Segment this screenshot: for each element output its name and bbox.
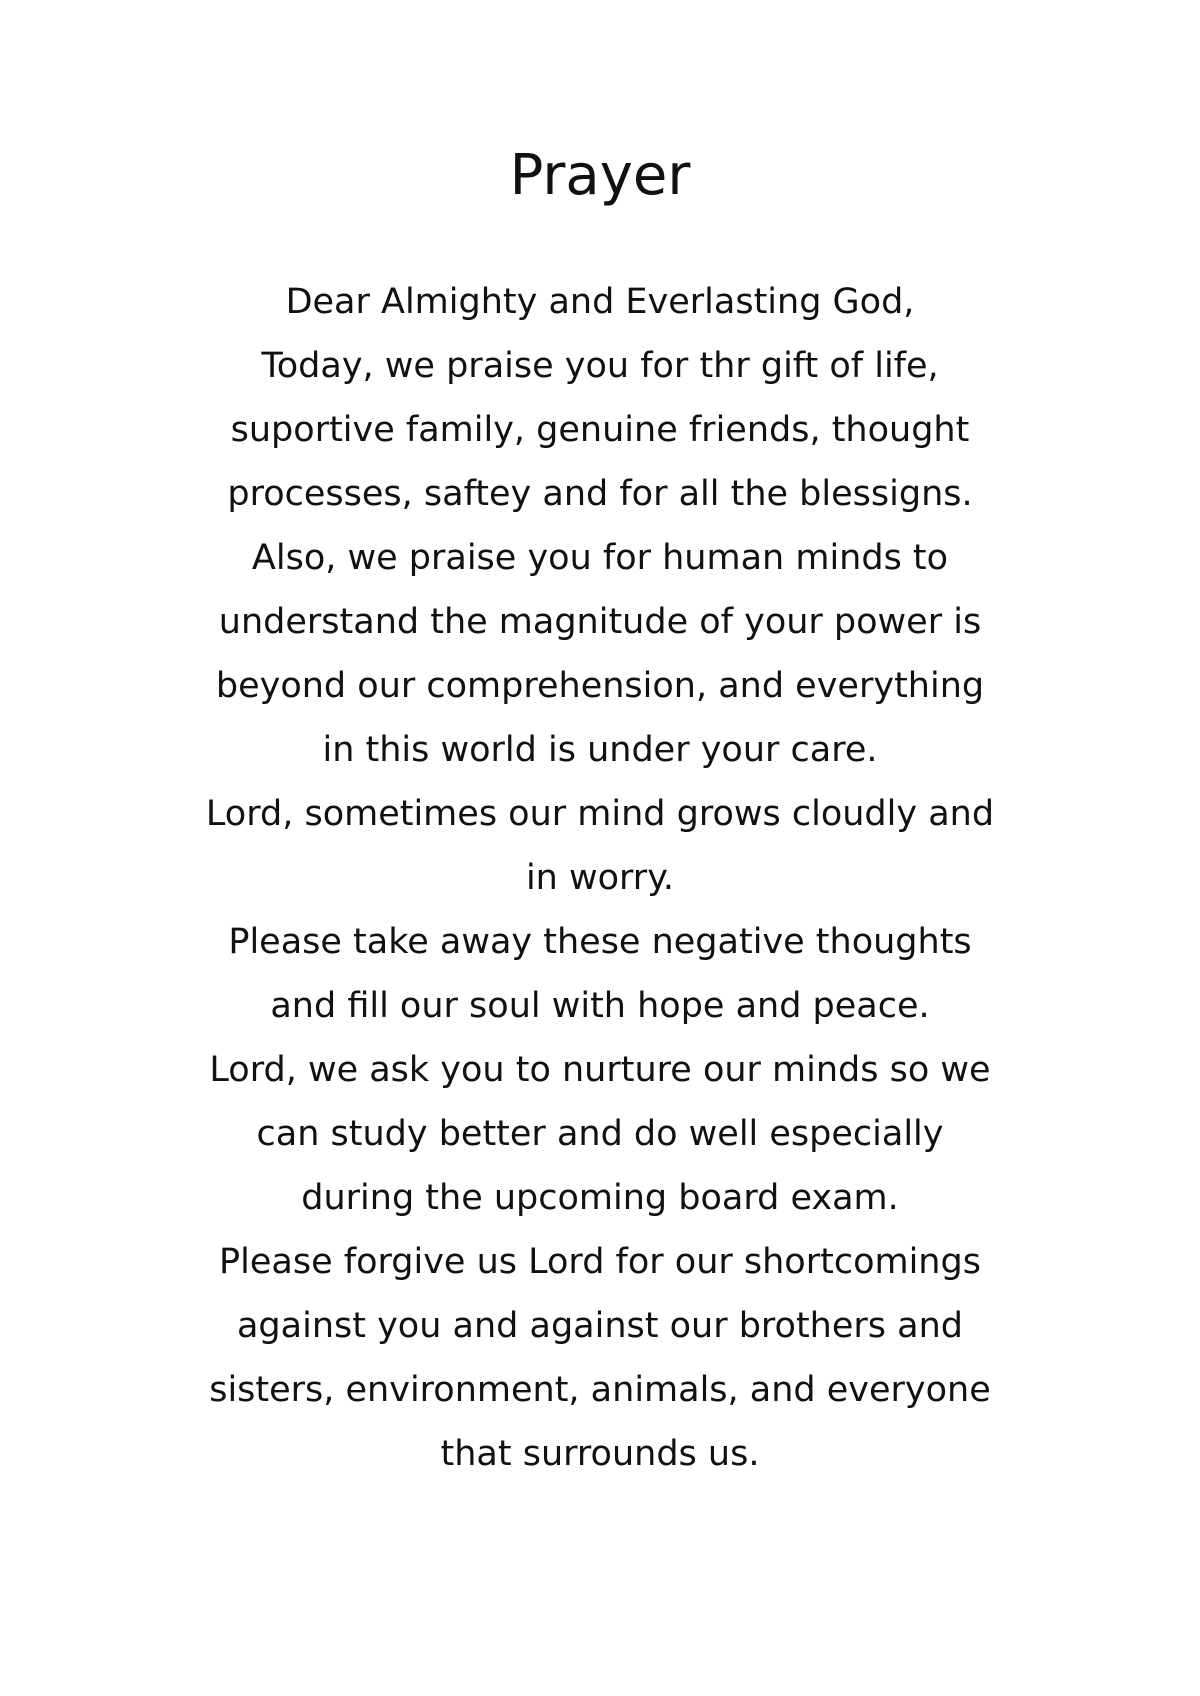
prayer-line: Please forgive us Lord for our shortcomings bbox=[219, 1242, 981, 1282]
prayer-line: sisters, environment, animals, and everyone bbox=[209, 1370, 991, 1410]
prayer-line: against you and against our brothers and bbox=[236, 1306, 963, 1346]
document-title: Prayer bbox=[509, 143, 691, 208]
prayer-line: understand the magnitude of your power is bbox=[218, 602, 982, 642]
prayer-line: suportive family, genuine friends, thought bbox=[230, 410, 970, 450]
prayer-line: Today, we praise you for thr gift of life, bbox=[261, 346, 939, 386]
prayer-line: Lord, sometimes our mind grows cloudly and bbox=[205, 794, 995, 834]
prayer-line: in this world is under your care. bbox=[322, 730, 878, 770]
prayer-line: that surrounds us. bbox=[440, 1434, 760, 1474]
prayer-line: Dear Almighty and Everlasting God, bbox=[285, 282, 915, 322]
prayer-body bbox=[100, 270, 1100, 1486]
prayer-line: Also, we praise you for human minds to bbox=[251, 538, 949, 578]
prayer-line: can study better and do well especially bbox=[256, 1114, 944, 1154]
prayer-line: processes, saftey and for all the blessigns. bbox=[227, 474, 973, 514]
prayer-line: beyond our comprehension, and everything bbox=[215, 666, 985, 706]
prayer-line: and fill our soul with hope and peace. bbox=[270, 986, 930, 1026]
prayer-line: Lord, we ask you to nurture our minds so we bbox=[209, 1050, 991, 1090]
prayer-line: in worry. bbox=[525, 858, 675, 898]
prayer-line: Please take away these negative thoughts bbox=[228, 922, 972, 962]
prayer-line: during the upcoming board exam. bbox=[301, 1178, 899, 1218]
